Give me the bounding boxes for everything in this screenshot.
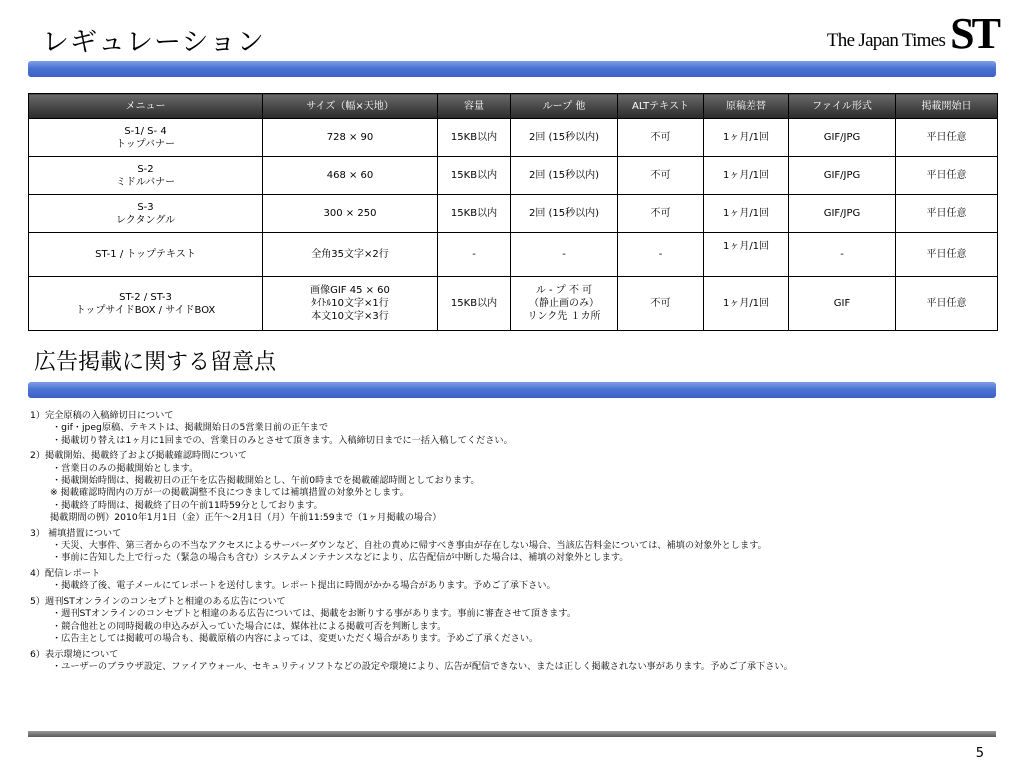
menu-cell: ST-1 / トップテキスト — [29, 233, 263, 277]
size-cell: 全角35文字×2行 — [263, 233, 438, 277]
note-line: ・事前に告知した上で行った（緊急の場合も含む）システムメンテナンスなどにより、広告配信が中断した場合は、補填の対象外とします。 — [52, 552, 629, 564]
start-cell: 平日任意 — [896, 233, 998, 277]
size-cell: 画像GIF 45 × 60 ﾀｲﾄﾙ10文字×1行 本文10文字×3行 — [263, 277, 438, 331]
table-row — [29, 233, 998, 277]
alt-cell: 不可 — [618, 157, 704, 195]
note-line: ・週刊STオンラインのコンセプトと相違のある広告については、掲載をお断りする事があります。事前に審査させて頂きます。 — [52, 608, 577, 620]
note-item — [30, 528, 990, 565]
replace-cell: 1ヶ月/1回 — [704, 195, 789, 233]
alt-cell: 不可 — [618, 277, 704, 331]
note-item — [30, 568, 990, 593]
note-line: ・ユーザーのブラウザ設定、ファイアウォール、セキュリティソフトなどの設定や環境により、広告が配信できない、または正しく掲載されない事があります。予めご了承下さい。 — [52, 661, 793, 673]
note-line: ・天災、大事件、第三者からの不当なアクセスによるサーバーダウンなど、自社の責めに帰すべき事由が存在しない場合、当該広告料金については、補填の対象外とします。 — [52, 539, 767, 551]
menu-cell: S-3 レクタングル — [29, 195, 263, 233]
capacity-cell: 15KB以内 — [438, 195, 511, 233]
note-line: ・掲載終了時間は、掲載終了日の午前11時59分としております。 — [52, 499, 323, 511]
alt-cell: 不可 — [618, 195, 704, 233]
format-cell: GIF/JPG — [789, 119, 896, 157]
menu-cell: S-1/ S- 4 トップバナー — [29, 119, 263, 157]
note-heading: 5）週刊STオンラインのコンセプトと相違のある広告について — [30, 596, 286, 608]
header-cell: ループ 他 — [511, 94, 618, 119]
note-item — [30, 410, 990, 447]
header-cell: 掲載開始日 — [896, 94, 998, 119]
note-line: ・営業日のみの掲載開始とします。 — [52, 462, 199, 474]
note-line: ・掲載終了後、電子メールにてレポートを送付します。レポート提出に時間がかかる場合があります。予めご了承下さい。 — [52, 580, 556, 592]
start-cell: 平日任意 — [896, 195, 998, 233]
loop-cell: - — [511, 233, 618, 277]
capacity-cell: - — [438, 233, 511, 277]
logo-text: The Japan Times — [826, 30, 946, 51]
start-cell: 平日任意 — [896, 157, 998, 195]
note-line: ・掲載開始時間は、掲載初日の正午を広告掲載開始とし、午前0時までを掲載確認時間としております。 — [52, 474, 480, 486]
section-divider-bar — [28, 382, 996, 398]
table-header-row — [29, 94, 998, 119]
regulation-table — [28, 93, 998, 331]
note-item — [30, 649, 990, 674]
table-row — [29, 157, 998, 195]
header-cell: サイズ（幅×天地） — [263, 94, 438, 119]
menu-cell: S-2 ミドルバナー — [29, 157, 263, 195]
notes-list — [30, 410, 990, 677]
note-line: ・広告主としては掲載可の場合も、掲載原稿の内容によっては、変更いただく場合があります。予めご了承ください。 — [52, 633, 539, 645]
format-cell: GIF/JPG — [789, 195, 896, 233]
note-heading: 6）表示環境について — [30, 648, 119, 660]
table-row — [29, 277, 998, 331]
note-heading: 2）掲載開始、掲載終了および掲載確認時間について — [30, 450, 247, 462]
note-line: ・競合他社との同時掲載の申込みが入っていた場合には、媒体社による掲載可否を判断します。 — [52, 620, 447, 632]
alt-cell: 不可 — [618, 119, 704, 157]
note-heading: 3） 補填措置について — [30, 527, 122, 539]
loop-cell: ル - プ 不 可 （静止画のみ） リンク先 １カ所 — [511, 277, 618, 331]
start-cell: 平日任意 — [896, 119, 998, 157]
size-cell: 728 × 90 — [263, 119, 438, 157]
header-cell: メニュー — [29, 94, 263, 119]
header-cell: ALTテキスト — [618, 94, 704, 119]
size-cell: 300 × 250 — [263, 195, 438, 233]
replace-cell: 1ヶ月/1回 — [704, 119, 789, 157]
loop-cell: 2回 (15秒以内) — [511, 119, 618, 157]
replace-cell: 1ヶ月/1回 — [704, 233, 789, 277]
page-number: 5 — [975, 746, 984, 761]
loop-cell: 2回 (15秒以内) — [511, 195, 618, 233]
format-cell: GIF/JPG — [789, 157, 896, 195]
note-heading: 1）完全原稿の入稿締切日について — [30, 410, 174, 421]
header-cell: 容量 — [438, 94, 511, 119]
note-item — [30, 596, 990, 645]
section-title: 広告掲載に関する留意点 — [34, 350, 277, 375]
logo-mark: ST — [950, 9, 998, 58]
replace-cell: 1ヶ月/1回 — [704, 157, 789, 195]
loop-cell: 2回 (15秒以内) — [511, 157, 618, 195]
start-cell: 平日任意 — [896, 277, 998, 331]
menu-cell: ST-2 / ST-3 トップサイドBOX / サイドBOX — [29, 277, 263, 331]
header-cell: ファイル形式 — [789, 94, 896, 119]
size-cell: 468 × 60 — [263, 157, 438, 195]
replace-cell: 1ヶ月/1回 — [704, 277, 789, 331]
note-line: ※ 掲載確認時間内の万が一の掲載調整不良につきましては補填措置の対象外とします。 — [50, 487, 409, 499]
format-cell: GIF — [789, 277, 896, 331]
alt-cell: - — [618, 233, 704, 277]
capacity-cell: 15KB以内 — [438, 157, 511, 195]
table-row — [29, 119, 998, 157]
format-cell: - — [789, 233, 896, 277]
note-line: ・gif・jpeg原稿、テキストは、掲載開始日の5営業日前の正午まで — [52, 422, 329, 434]
footer-divider-bar — [28, 731, 996, 737]
note-item — [30, 450, 990, 524]
capacity-cell: 15KB以内 — [438, 119, 511, 157]
japan-times-st-logo — [826, 9, 998, 58]
note-line: 掲載期間の例）2010年1月1日（金）正午〜2月1日（月）午前11:59まで（1ヶ月掲載の場合） — [50, 511, 442, 523]
note-heading: 4）配信レポート — [30, 568, 101, 580]
page-title: レギュレーション — [42, 27, 265, 58]
capacity-cell: 15KB以内 — [438, 277, 511, 331]
table-row — [29, 195, 998, 233]
note-line: ・掲載切り替えは1ヶ月に1回までの、営業日のみとさせて頂きます。入稿締切日までに一括入稿してください。 — [52, 434, 513, 446]
header-cell: 原稿差替 — [704, 94, 789, 119]
title-divider-bar — [28, 61, 996, 77]
